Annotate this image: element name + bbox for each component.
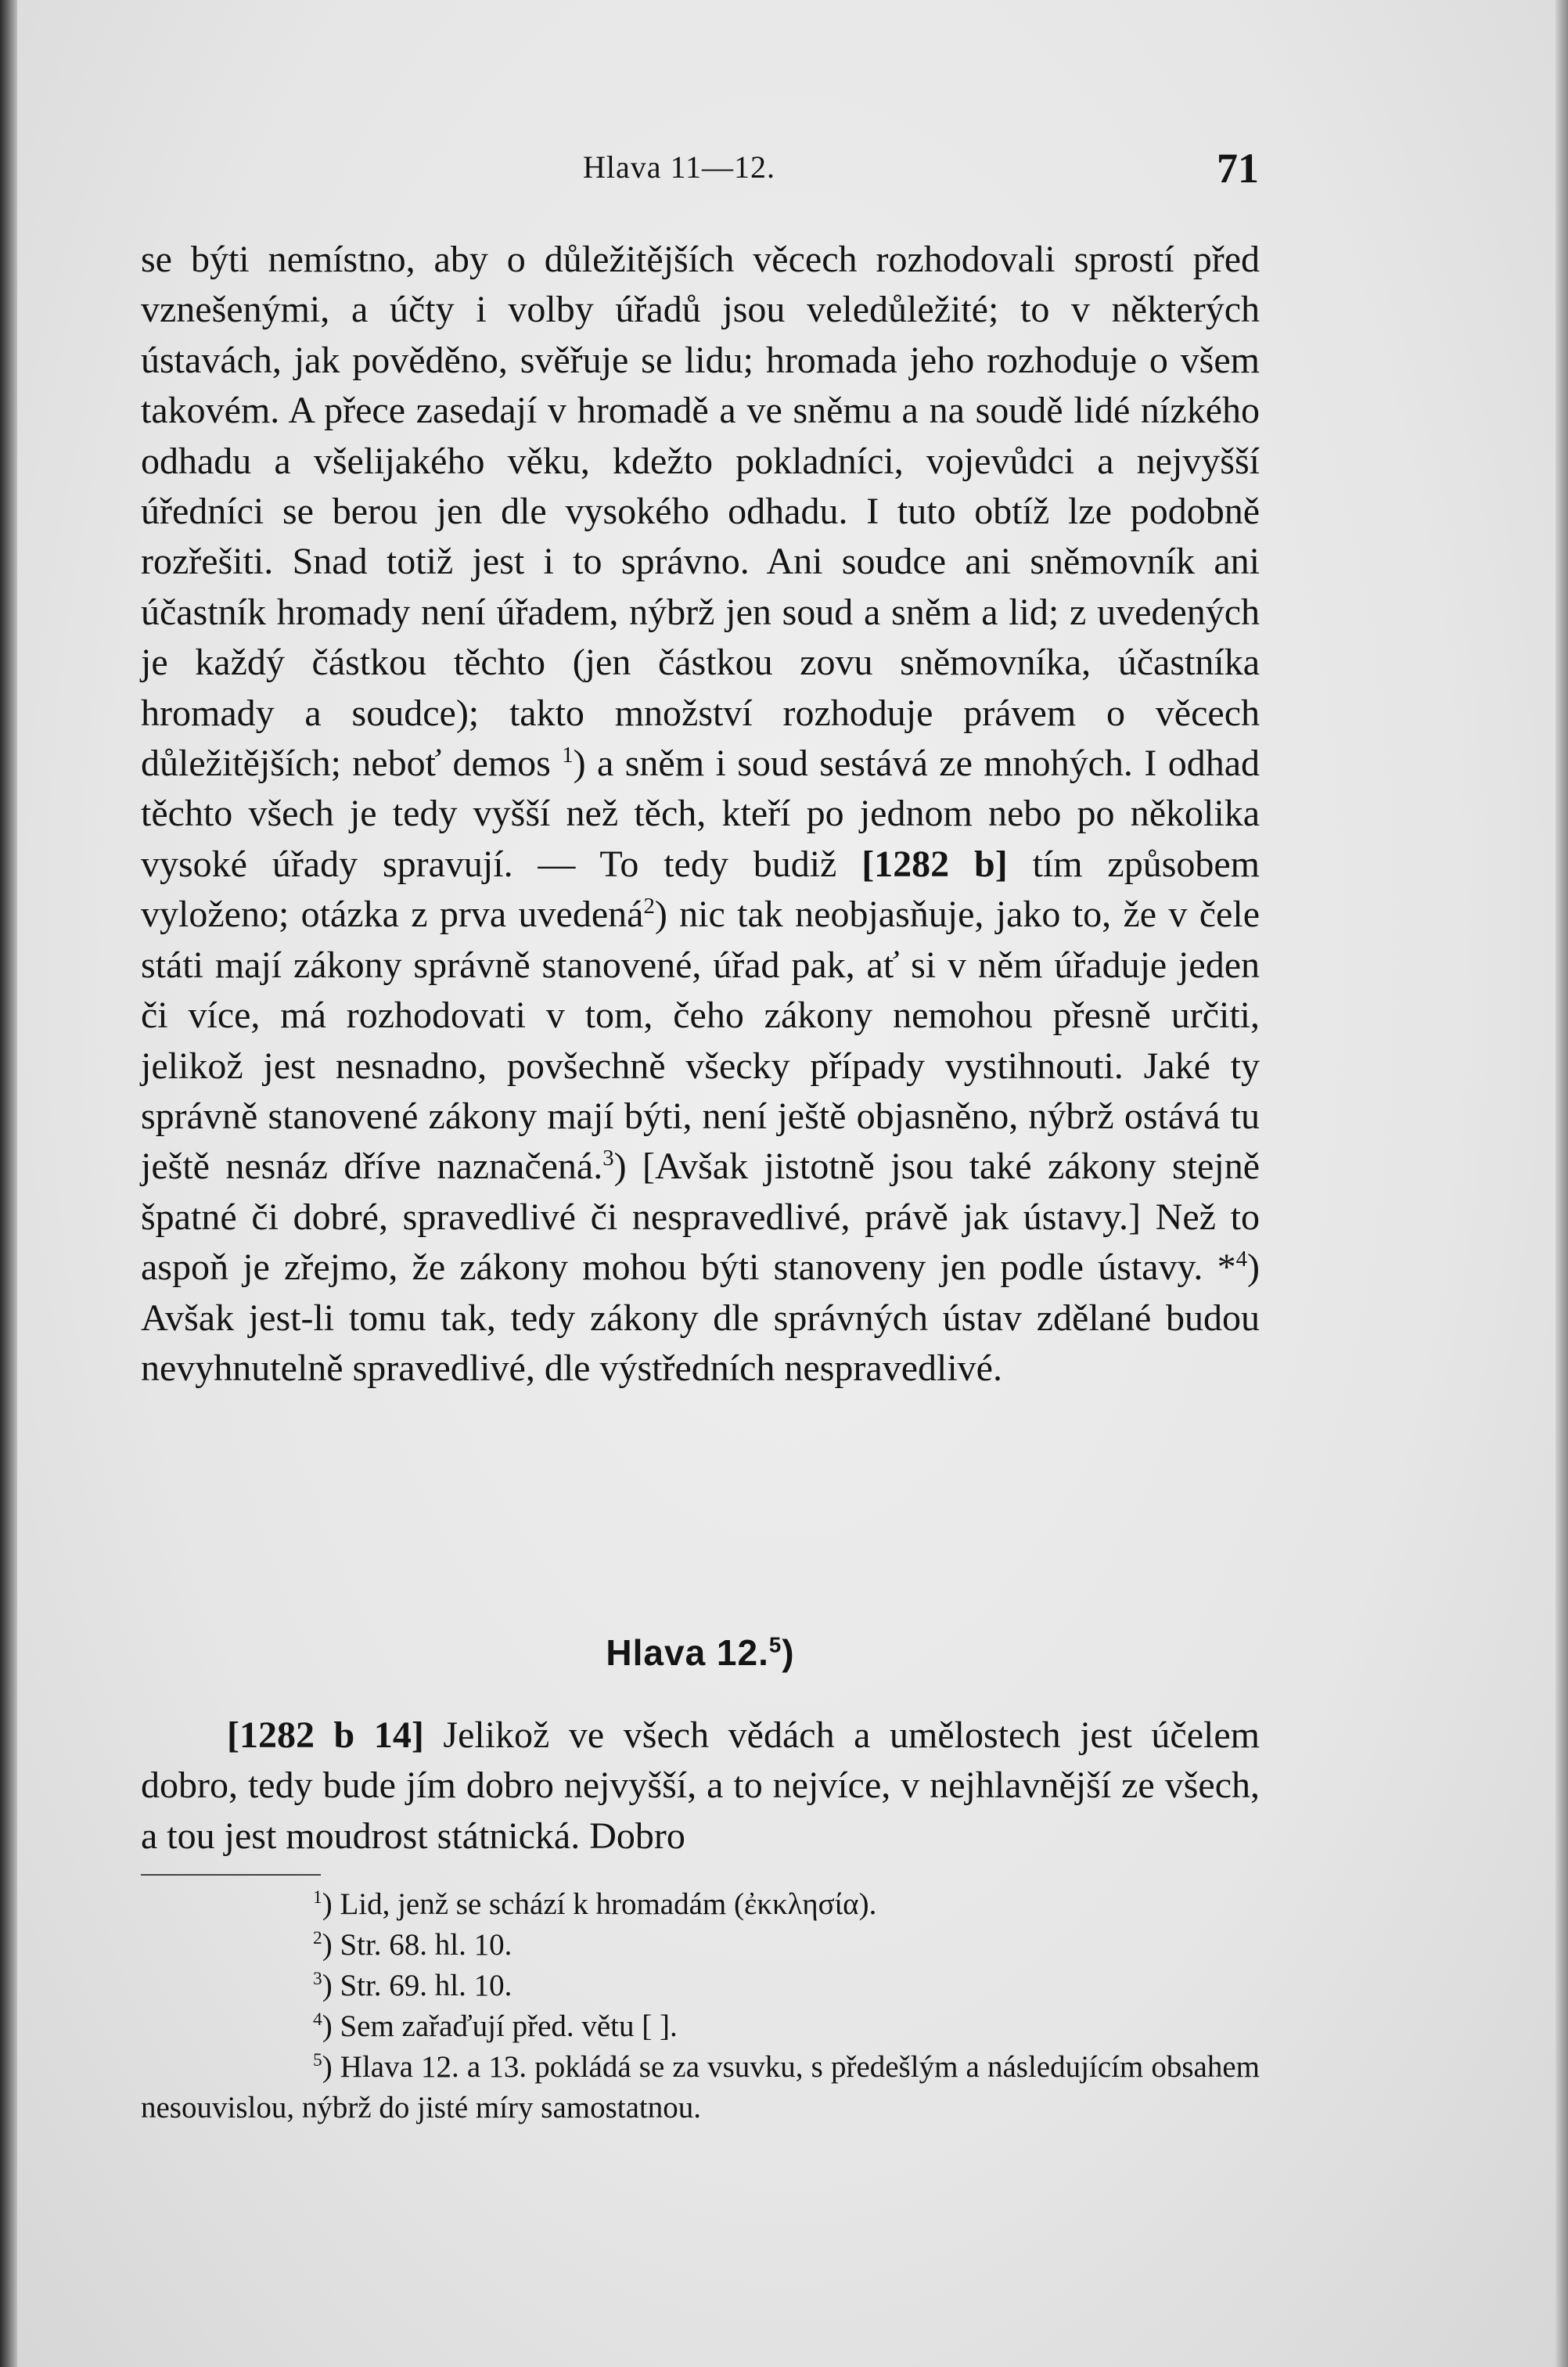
footnote-text: ) Lid, jenž se schází k hromadám (ἐκκλησία). (322, 1887, 877, 1921)
footnotes (141, 1884, 1260, 2128)
footnote-mark-2: 2 (643, 894, 655, 919)
footnote-text: ) Sem zařaďují před. větu [ ]. (322, 2009, 678, 2043)
footnote-separator (141, 1874, 321, 1876)
page-number: 71 (1217, 145, 1259, 192)
running-head (141, 145, 1259, 196)
footnote-mark-4: 4 (1235, 1246, 1248, 1272)
chapter-paragraph (141, 1710, 1260, 1862)
footnote-mark-1: 1 (562, 743, 574, 768)
chapter-paragraph-text: Jelikož ve všech vědách a umělostech jest účelem dobro, tedy bude jím dobro nejvyšší, a to nejvíce, v nejhlavnější ze všech, a tou jest moudrost státnická. Dobro (141, 1714, 1260, 1857)
footnote-text: ) Str. 69. hl. 10. (322, 1969, 512, 2002)
chapter-heading-text: Hlava 12. (606, 1632, 769, 1673)
main-paragraph (141, 235, 1260, 1394)
paragraph-text-2: ) a sněm i soud sestává ze mnohých. I odhad těchto všech je tedy vyšší než těch, kteří po jednom nebo po několika vysoké úřady spravují. — To tedy budiž (141, 743, 1261, 885)
chapter-heading (141, 1631, 1260, 1674)
footnote-text: ) Hlava 12. a 13. pokládá se za vsuvku, s předešlým a následujícím obsahem nesouvislou, nýbrž do jisté míry samostatnou. (141, 2050, 1260, 2124)
footnote-5: $^5$) Hlava 12. a 13. pokládá se za vsuvku, s předešlým a následujícím obsahem nesouvislou, nýbrž do jisté míry samostatnou. (141, 2050, 1260, 2124)
chapter-heading-paren: ) (782, 1632, 795, 1673)
footnote-1: $^1$) Lid, jenž se schází k hromadám (ἐκκλησία). (313, 1887, 877, 1921)
footnote-2: $^2$) Str. 68. hl. 10. (313, 1928, 512, 1962)
paragraph-text-1: se býti nemístno, aby o důležitějších věcech rozhodovali sprostí před vznešenými, a účty i volby úřadů jsou veledůležité; to v některých ústavách, jak pověděno, svěřuje se lidu; hromada jeho rozhoduje o všem takovém. A přece zasedají v hromadě a ve sněmu a na soudě lidé nízkého odhadu a všelijakého věku, kdežto pokladníci, vojevůdci a nejvyšší úředníci se berou jen dle vysokého odhadu. I tuto obtíž lze podobně rozřešiti. Snad totiž jest i to správno. Ani soudce ani sněmovník ani účastník hromady není úřadem, nýbrž jen soud a sněm a lid; z uvedených je každý částkou těchto (jen částkou zovu sněmovníka, účastníka hromady a soudce); takto množství rozhoduje právem o věcech důležitějších; neboť demos (141, 239, 1260, 785)
bekker-reference-1282b14: [1282 b 14] (227, 1714, 424, 1756)
paragraph-text-3: tím způsobem vyloženo; otázka z prva uvedená (141, 843, 1261, 936)
paragraph-text-5: ) [Avšak jistotně jsou také zákony stejně špatné či dobré, spravedlivé či nespravedlivé, právě jak ústavy.] Než to aspoň je zřejmo, že zákony mohou býti stanoveny jen podle ústavy. * (141, 1146, 1260, 1289)
footnote-text: ) Str. 68. hl. 10. (322, 1928, 512, 1962)
page-left-edge-shadow (0, 0, 17, 2367)
page-right-edge-shadow (1555, 0, 1568, 2367)
footnote-4: $^4$) Sem zařaďují před. větu [ ]. (313, 2009, 678, 2043)
footnote-mark-3: 3 (602, 1146, 614, 1171)
paragraph-text-6: ) Avšak jest-li tomu tak, tedy zákony dle správných ústav zdělané budou nevyhnutelně spravedlivé, dle výstředních nespravedlivé. (141, 1246, 1260, 1389)
bekker-reference-1282b: [1282 b] (861, 843, 1008, 885)
footnote-3: $^3$) Str. 69. hl. 10. (313, 1969, 512, 2002)
running-head-title: Hlava 11—12. (583, 149, 776, 185)
paragraph-text-4: ) nic tak neobjasňuje, jako to, že v čele státi mají zákony správně stanovené, úřad pak, ať si v něm úřaduje jeden či více, má rozhodovati v tom, čeho zákony nemohou přesně určiti, jelikož jest nesnadno, povšechně všecky případy vystihnouti. Jaké ty správně stanovené zákony mají býti, není ještě objasněno, nýbrž ostává tu ještě nesnáz dříve naznačená. (141, 894, 1260, 1188)
footnote-mark-5: 5 (768, 1632, 782, 1657)
